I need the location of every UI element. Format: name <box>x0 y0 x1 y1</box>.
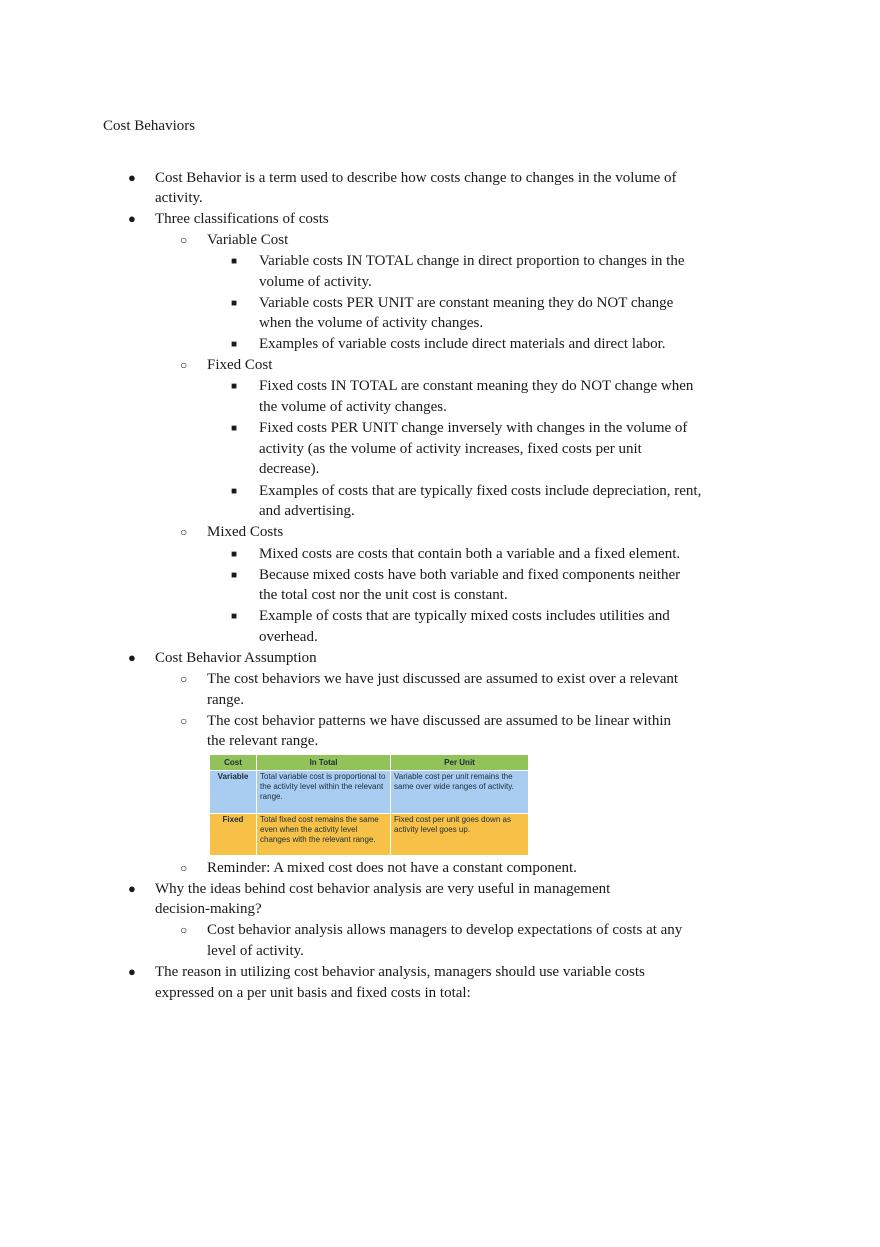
circle-bullet-icon: ○ <box>180 861 188 875</box>
table-header: Cost <box>210 755 257 771</box>
square-bullet-icon: ■ <box>231 423 238 434</box>
table-cell: Fixed <box>210 813 257 856</box>
square-bullet-icon: ■ <box>231 256 238 267</box>
list-item-continuation: activity. <box>155 190 203 206</box>
list-item-continuation: volume of activity. <box>259 274 372 290</box>
table-header: Per Unit <box>391 755 529 771</box>
list-item-continuation: the volume of activity changes. <box>259 399 447 415</box>
list-item-continuation: the total cost nor the unit cost is constant. <box>259 587 508 603</box>
circle-bullet-icon: ○ <box>180 525 188 539</box>
list-item-continuation: level of activity. <box>207 943 304 959</box>
list-item-continuation: when the volume of activity changes. <box>259 315 484 331</box>
list-item-continuation: and advertising. <box>259 503 355 519</box>
square-bullet-icon: ■ <box>231 611 238 622</box>
table-header: In Total <box>257 755 391 771</box>
disc-bullet-icon: ● <box>128 881 136 896</box>
circle-bullet-icon: ○ <box>180 672 188 686</box>
square-bullet-icon: ■ <box>231 570 238 581</box>
square-bullet-icon: ■ <box>231 339 238 350</box>
list-item-continuation: range. <box>207 692 245 708</box>
square-bullet-icon: ■ <box>231 298 238 309</box>
table-cell: Variable cost per unit remains the same over wide ranges of activity. <box>391 771 529 814</box>
table-cell: Variable <box>210 771 257 814</box>
circle-bullet-icon: ○ <box>180 714 188 728</box>
disc-bullet-icon: ● <box>128 170 136 185</box>
table-cell: Total fixed cost remains the same even when the activity level changes with the relevant range. <box>257 813 391 856</box>
circle-bullet-icon: ○ <box>180 233 188 247</box>
table-cell: Fixed cost per unit goes down as activity level goes up. <box>391 813 529 856</box>
disc-bullet-icon: ● <box>128 211 136 226</box>
list-item-continuation: activity (as the volume of activity increases, fixed costs per unit <box>259 441 642 457</box>
square-bullet-icon: ■ <box>231 486 238 497</box>
list-item-continuation: decrease). <box>259 461 320 477</box>
cost-behavior-table <box>209 754 529 856</box>
list-item-continuation: overhead. <box>259 629 318 645</box>
table-row <box>210 813 529 856</box>
list-item-continuation: decision-making? <box>155 901 262 917</box>
circle-bullet-icon: ○ <box>180 358 188 372</box>
square-bullet-icon: ■ <box>231 549 238 560</box>
circle-bullet-icon: ○ <box>180 923 188 937</box>
table-cell: Total variable cost is proportional to the activity level within the relevant range. <box>257 771 391 814</box>
list-item-continuation: expressed on a per unit basis and fixed costs in total: <box>155 985 471 1001</box>
square-bullet-icon: ■ <box>231 381 238 392</box>
table-row <box>210 771 529 814</box>
page-title: Cost Behaviors <box>103 118 196 134</box>
disc-bullet-icon: ● <box>128 964 136 979</box>
list-item-continuation: the relevant range. <box>207 733 319 749</box>
disc-bullet-icon: ● <box>128 650 136 665</box>
